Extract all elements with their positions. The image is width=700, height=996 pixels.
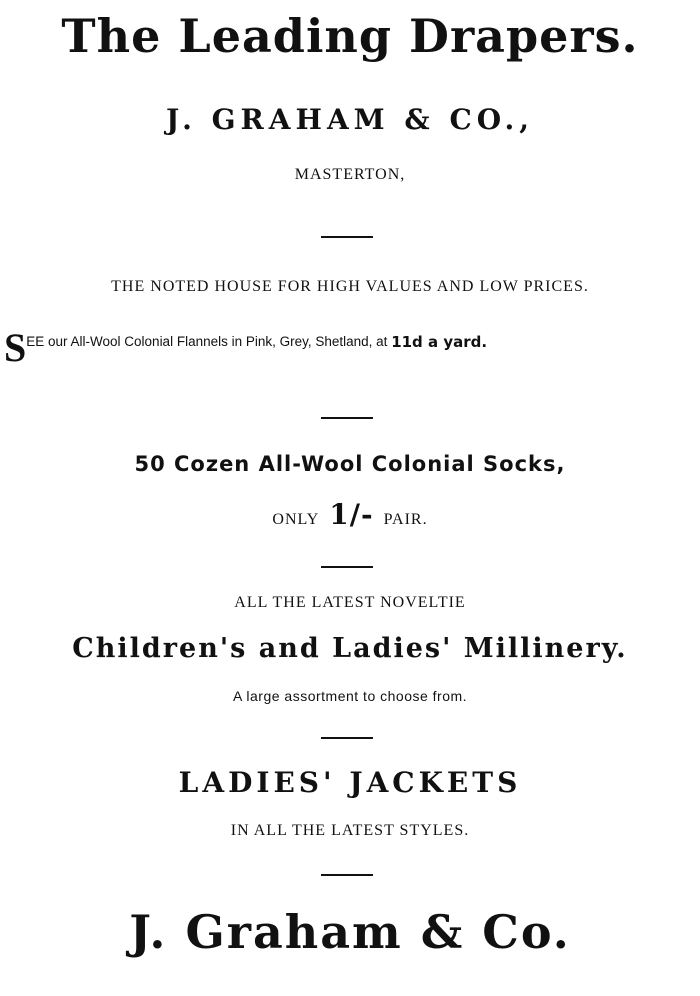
ad-headline: The Leading Drapers. xyxy=(61,9,639,63)
flannel-price: 11d a yard. xyxy=(391,333,488,351)
divider-rule-5 xyxy=(321,874,373,876)
ad-signoff: J. Graham & Co. xyxy=(129,905,571,959)
divider-rule-2 xyxy=(321,417,373,419)
drop-cap-letter: S xyxy=(4,325,27,370)
socks-price-prefix: ONLY xyxy=(272,511,320,528)
slogan-line: THE NOTED HOUSE FOR HIGH VALUES AND LOW PRICES. xyxy=(111,278,589,295)
flannel-offer-text: EE our All-Wool Colonial Flannels in Pink, Grey, Shetland, at xyxy=(26,334,392,349)
millinery-headline: Children's and Ladies' Millinery. xyxy=(72,633,628,664)
socks-price-suffix: PAIR. xyxy=(383,511,428,528)
novelties-line: ALL THE LATEST NOVELTIE xyxy=(234,594,466,611)
socks-price: 1/- xyxy=(329,498,374,531)
jackets-headline: LADIES' JACKETS xyxy=(178,766,522,799)
assortment-note: A large assortment to choose from. xyxy=(232,688,468,704)
socks-price-line xyxy=(0,500,700,535)
town-name: MASTERTON, xyxy=(294,166,406,183)
divider-rule-3 xyxy=(321,566,373,568)
divider-rule-4 xyxy=(321,737,373,739)
firm-name: J. GRAHAM & CO., xyxy=(166,103,534,136)
jackets-note: IN ALL THE LATEST STYLES. xyxy=(230,822,470,839)
flannel-offer xyxy=(4,325,700,370)
divider-rule-1 xyxy=(321,236,373,238)
socks-headline: 50 Cozen All-Wool Colonial Socks, xyxy=(134,452,566,476)
